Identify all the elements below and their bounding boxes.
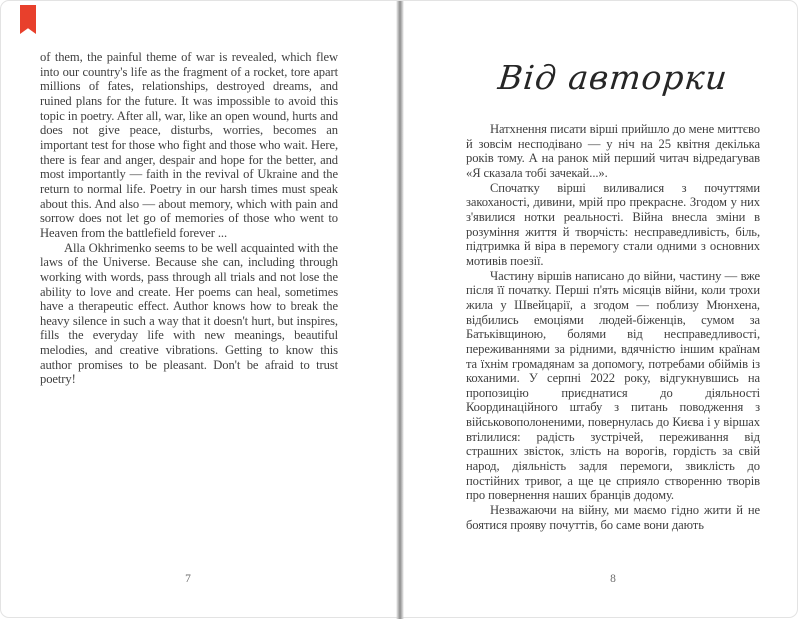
bookmark-ribbon-icon[interactable] [20,5,36,34]
left-page-number: 7 [185,573,191,585]
chapter-heading: Від авторки [496,58,730,97]
paragraph: Alla Okhrimenko seems to be well acquainted with the laws of the Universe. Because she can, including through working with words, pass through all trials and not lose the ability to love and create. Her poems can heal, sometimes have a therapeutic effect. Author knows how to break the heavy silence in such a way that it doesn't hurt, but inspires, fills the everyday life with new meanings, beautiful melodies, and creative vibrations. Getting to know this author promises to be pleasant. Don't be afraid to trust poetry! [40,240,338,387]
book-spine-divider [396,1,404,619]
paragraph: Спочатку вірші виливалися з почуттями закоханості, дивини, мрій про прекрасне. Згодом у них з'явилися нотки реальності. Війна внесла зміни в розуміння життя й творчість: несправедливість, біль, підтримка й віра в перемогу стали одними з основних мотивів поезії. [466,180,760,268]
paragraph: Натхнення писати вірші прийшло до мене миттєво й зовсім несподівано — у ніч на 25 квітня декілька років тому. А на ранок мій перший читач відредагував «Я сказала тобі зачекай...». [466,122,760,180]
left-page-text [40,50,338,387]
paragraph: of them, the painful theme of war is revealed, which flew into our country's life as the fragment of a rocket, tore apart millions of fates, relationships, destroyed dreams, and ruined plans for the future. It was impossible to avoid this topic in poetry. After all, war, like an open wound, hurts and does not give peace, disturbs, worries, becomes an important test for those who fight and those who wait. Here, there is fear and anger, despair and hope for the better, and most importantly — faith in the revival of Ukraine and the return to normal life. Poetry in our harsh times must speak about this. And also — about memory, which with pain and sorrow does not let go of memories of those who went to Heaven from the battlefield forever ... [40,50,338,240]
right-page-text [466,122,760,532]
paragraph: Частину віршів написано до війни, частину — вже після її початку. Перші п'ять місяців війни, коли трохи жила у Швейцарії, а згодом — поблизу Мюнхена, відбились емоціями людей-біженців, сумом за Батьківщиною, болями від несправедливості, переживаннями за рідними, вдячністю іншим країнам та їхнім громадянам за допомогу, потребами обіймів із коханими. У серпні 2022 року, відгукнувшись на пропозицію приєднатися до діяльності Координаційного штабу з питань поводження з військовополоненими, повернулась до Києва і у віршах втілилися: радість зустрічей, переживання від страшних звісток, злість на ворогів, гордість за свій народ, діяльність задля перемоги, звиклість до постійних тривог, а ще це сприяло створенню творів про повернення наших бранців додому. [466,268,760,503]
right-page-number: 8 [610,573,616,585]
paragraph: Незважаючи на війну, ми маємо гідно жити й не боятися прояву почуттів, бо саме вони дають [466,503,760,532]
